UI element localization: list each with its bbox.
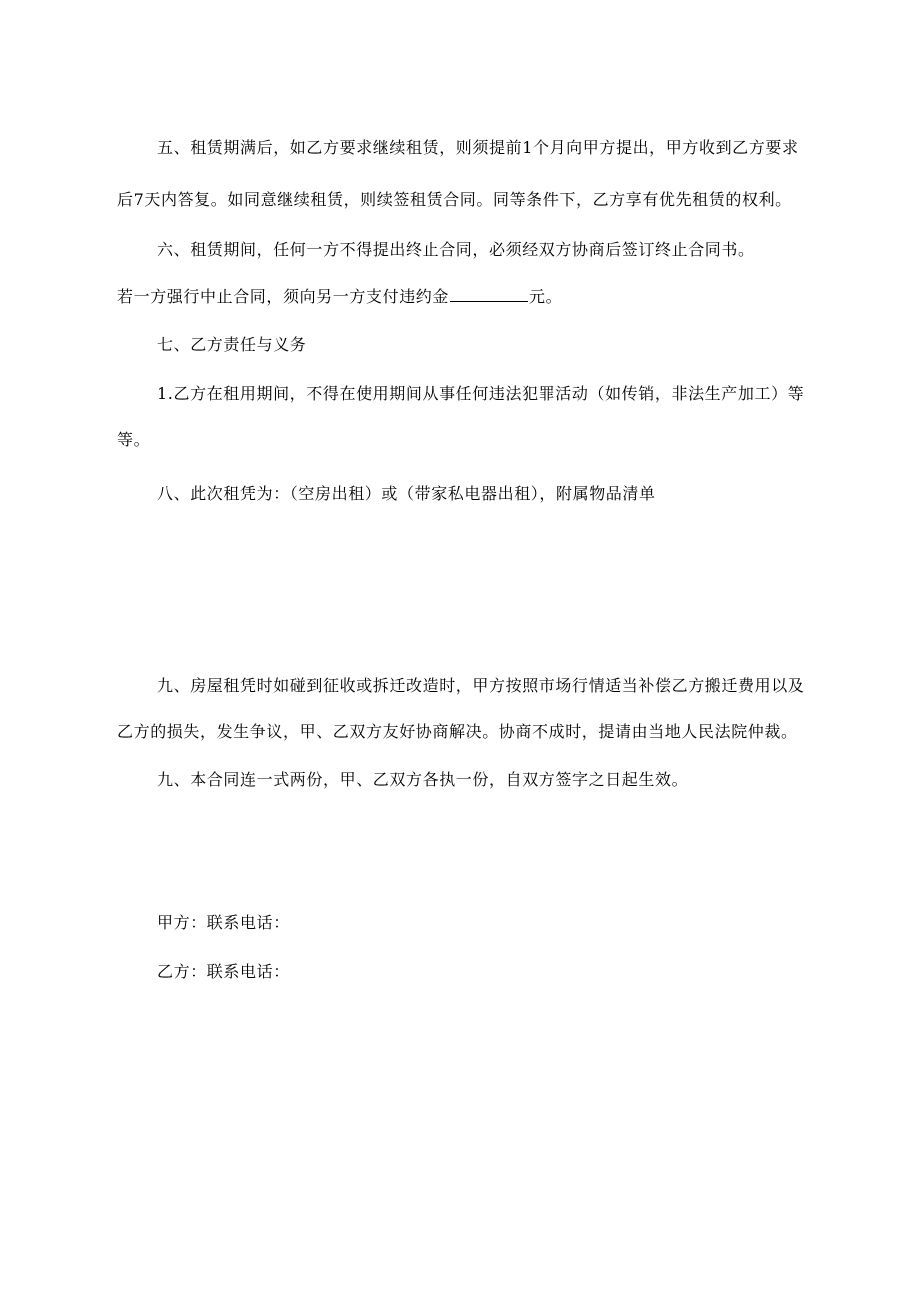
clause-5-line-2: 后7天内答复。如同意继续租赁，则续签租赁合同。同等条件下，乙方享有优先租赁的权利。 — [117, 190, 792, 209]
penalty-amount-blank — [450, 287, 528, 302]
clause-7-item-1-line-1: 1.乙方在租用期间，不得在使用期间从事任何违法犯罪活动（如传销，非法生产加工）等 — [157, 384, 805, 403]
party-b-signature: 乙方：联系电话： — [157, 962, 290, 981]
clause-6-line-2 — [117, 287, 562, 307]
clause-7-item-1-line-2: 等。 — [117, 430, 151, 449]
clause-7-heading: 七、乙方责任与义务 — [157, 335, 307, 354]
clause-6-penalty-text: 若一方强行中止合同，须向另一方支付违约金 — [117, 287, 450, 306]
clause-6-line-1: 六、租赁期间，任何一方不得提出终止合同，必须经双方协商后签订终止合同书。 — [157, 240, 755, 259]
clause-9b-line-1: 九、本合同连一式两份，甲、乙双方各执一份，自双方签字之日起生效。 — [157, 770, 689, 789]
clause-6-currency-unit: 元。 — [529, 287, 563, 306]
party-a-signature: 甲方：联系电话： — [157, 913, 290, 932]
clause-9a-line-1: 九、房屋租凭时如碰到征收或拆迁改造时，甲方按照市场行情适当补偿乙方搬迁费用以及 — [157, 676, 805, 695]
clause-8-line-1: 八、此次租凭为：（空房出租）或（带家私电器出租），附属物品清单 — [157, 484, 656, 503]
clause-5-line-1: 五、租赁期满后，如乙方要求继续租赁，则须提前1个月向甲方提出，甲方收到乙方要求 — [157, 138, 799, 157]
clause-9a-line-2: 乙方的损失，发生争议，甲、乙双方友好协商解决。协商不成时，提请由当地人民法院仲裁。 — [117, 722, 798, 741]
